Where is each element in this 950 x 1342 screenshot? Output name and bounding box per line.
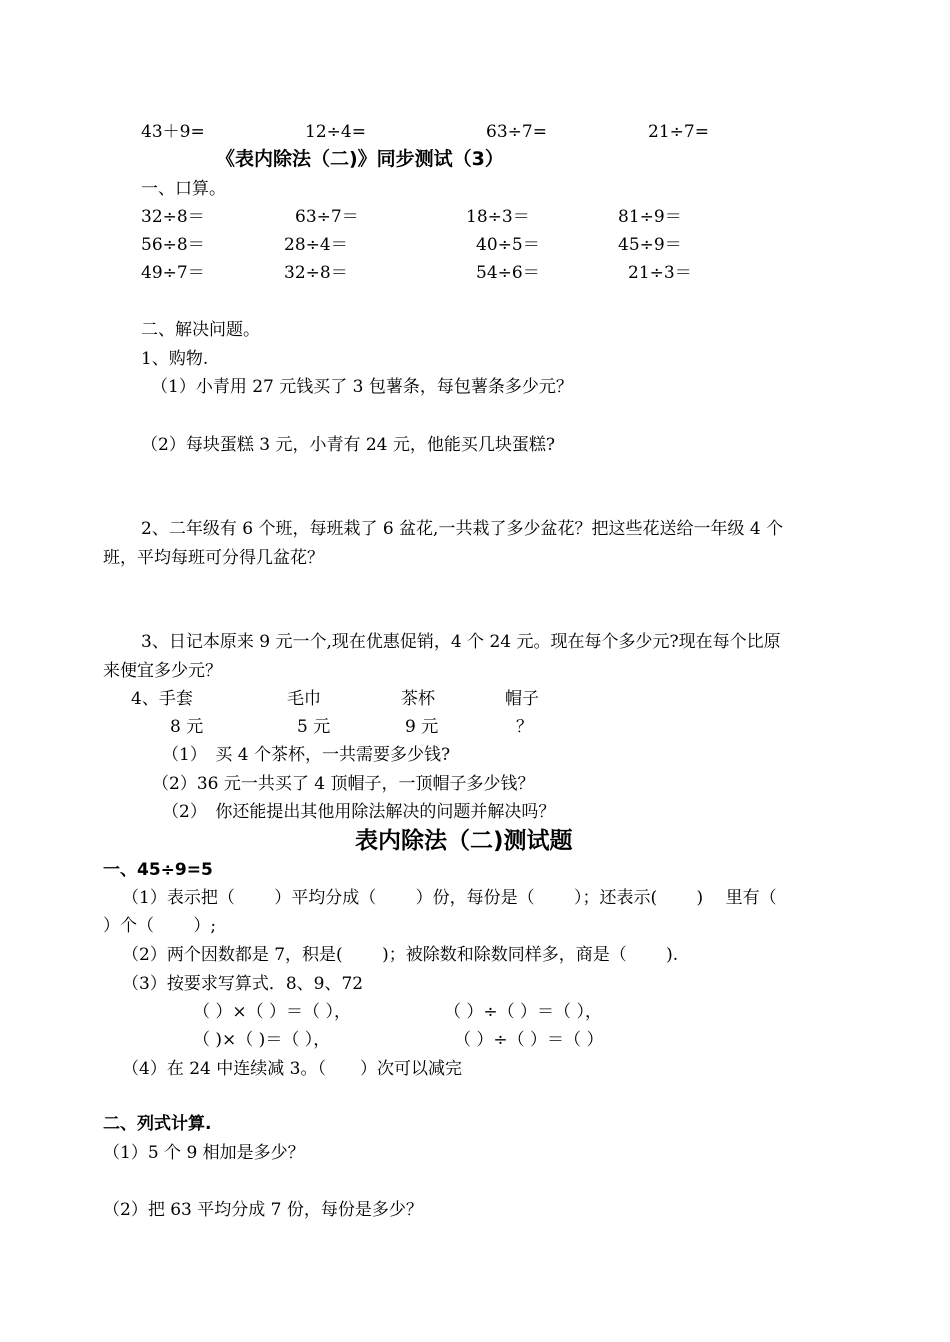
top-equation-3: 63÷7= (486, 122, 547, 142)
s1-q3-expr: （ ）÷（ ）＝（ ）， (444, 1002, 602, 1022)
q4-price: 9 元 (405, 717, 439, 737)
test3-title: 《表内除法（二)》同步测试（3） (216, 148, 504, 170)
oral-calc-item: 45÷9＝ (618, 235, 682, 255)
q2-line1: 2、二年级有 6 个班，每班栽了 6 盆花,一共栽了多少盆花？把这些花送给一年级 4 个 (141, 519, 784, 539)
oral-calc-item: 81÷9＝ (618, 207, 682, 227)
q4-item: 茶杯 (401, 689, 435, 709)
test-s2-heading: 二、列式计算. (103, 1114, 212, 1134)
s1-q2: （2）两个因数都是 7，积是( )；被除数和除数同样多，商是（ ). (122, 945, 679, 965)
q1-part2: （2）每块蛋糕 3 元，小青有 24 元，他能买几块蛋糕? (141, 435, 555, 455)
q4-item: 毛巾 (287, 689, 321, 709)
s1-q3-expr: （ )×（ )＝（ ）， (193, 1030, 331, 1050)
oral-calc-item: 32÷8＝ (284, 263, 348, 283)
oral-calc-item: 63÷7＝ (295, 207, 359, 227)
test-title: 表内除法（二)测试题 (355, 828, 573, 854)
s1-q1-line2: ）个（ ）; (103, 916, 217, 936)
q4-price: 8 元 (170, 717, 204, 737)
s1-q1-line1: （1）表示把（ ）平均分成（ ）份，每份是（ ）；还表示( ) 里有（ (122, 888, 777, 908)
oral-calc-item: 40÷5＝ (476, 235, 540, 255)
oral-calc-item: 21÷3＝ (628, 263, 692, 283)
q2-line2: 班，平均每班可分得几盆花？ (103, 548, 324, 568)
s1-q3-expr: （ ）÷（ ）＝（ ） (454, 1030, 604, 1050)
q4-item: 4、手套 (131, 689, 193, 709)
q4-price: ？ (516, 717, 533, 737)
s1-q4: （4）在 24 中连续减 3。（ ）次可以减完 (122, 1059, 462, 1079)
top-equation-2: 12÷4= (305, 122, 366, 142)
oral-calc-item: 32÷8＝ (141, 207, 205, 227)
oral-calc-item: 28÷4＝ (284, 235, 348, 255)
q4-part2: （2）36 元一共买了 4 顶帽子，一顶帽子多少钱？ (152, 774, 535, 794)
q4-part3: （2） 你还能提出其他用除法解决的问题并解决吗？ (162, 802, 556, 822)
s2-q2: （2）把 63 平均分成 7 份，每份是多少？ (103, 1200, 423, 1220)
s1-q3-expr: （ ）×（ ）＝（ ）， (193, 1002, 351, 1022)
q4-price: 5 元 (297, 717, 331, 737)
top-equation-1: 43＋9= (141, 122, 205, 142)
q3-line2: 来便宜多少元？ (103, 661, 222, 681)
section1-heading: 一、口算。 (141, 179, 226, 199)
top-equation-4: 21÷7= (648, 122, 709, 142)
oral-calc-item: 56÷8＝ (141, 235, 205, 255)
test-s1-heading: 一、45÷9=5 (103, 860, 213, 880)
s2-q1: （1）5 个 9 相加是多少？ (103, 1143, 305, 1163)
q4-item: 帽子 (505, 689, 539, 709)
oral-calc-item: 49÷7＝ (141, 263, 205, 283)
q1-title: 1、购物. (141, 349, 209, 369)
section2-heading: 二、解决问题。 (141, 320, 260, 340)
oral-calc-item: 54÷6＝ (476, 263, 540, 283)
q3-line1: 3、日记本原来 9 元一个,现在优惠促销，4 个 24 元。现在每个多少元?现在每个比原 (141, 632, 781, 652)
q4-part1: （1） 买 4 个茶杯，一共需要多少钱? (162, 745, 451, 765)
q1-part1: （1）小青用 27 元钱买了 3 包薯条，每包薯条多少元？ (151, 377, 573, 397)
s1-q3: （3）按要求写算式．8、9、72 (122, 974, 364, 994)
oral-calc-item: 18÷3＝ (466, 207, 530, 227)
